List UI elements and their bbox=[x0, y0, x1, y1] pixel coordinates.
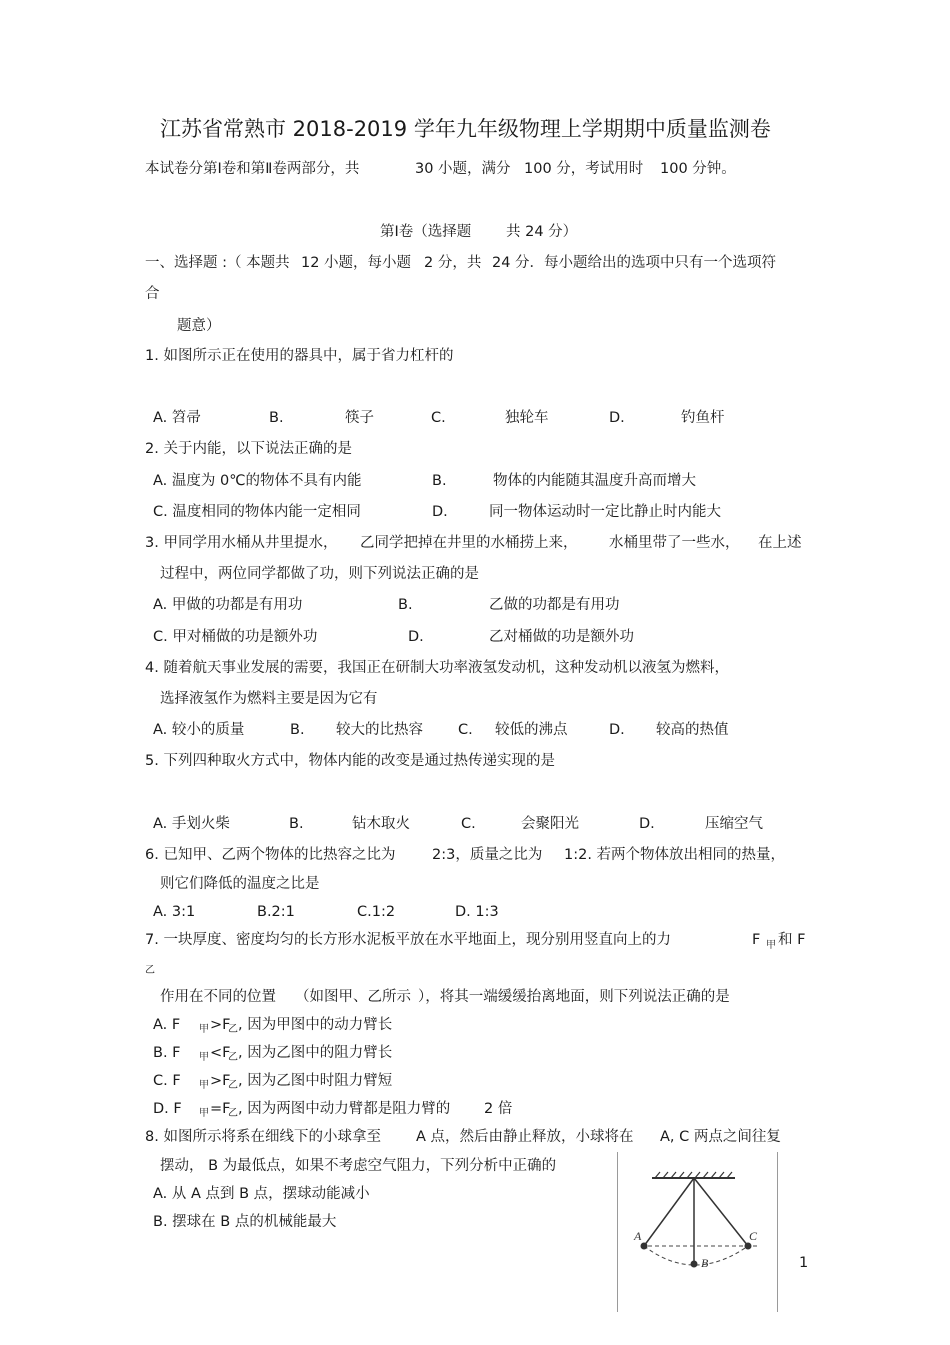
force-label: F bbox=[752, 932, 761, 948]
option-c-text: 会聚阳光 bbox=[521, 816, 579, 832]
option-c: >F bbox=[210, 1073, 231, 1089]
option-d-text: 较高的热值 bbox=[656, 722, 729, 738]
intro-text: 本试卷分第Ⅰ卷和第Ⅱ卷两部分，共 bbox=[145, 161, 360, 177]
option-d-text: 2 倍 bbox=[484, 1101, 513, 1117]
option-subscript: 乙 bbox=[228, 1108, 238, 1119]
option-d-text: 压缩空气 bbox=[705, 816, 763, 832]
question-8-stem: 8. 如图所示将系在细线下的小球拿至 bbox=[145, 1129, 381, 1145]
option-d-text: 钓鱼杆 bbox=[681, 410, 725, 426]
option-d: =F bbox=[210, 1101, 231, 1117]
question-6-stem: 6. 已知甲、乙两个物体的比热容之比为 bbox=[145, 847, 396, 863]
option-subscript: 甲 bbox=[199, 1108, 209, 1119]
question-7-stem: 作用在不同的位置 bbox=[160, 989, 276, 1005]
option-a: A. 从 A 点到 B 点，摆球动能减小 bbox=[153, 1186, 370, 1202]
option-a: A. 手划火柴 bbox=[153, 816, 230, 832]
option-c: C. bbox=[431, 410, 446, 426]
string-to-a bbox=[644, 1178, 694, 1246]
option-d: D. bbox=[639, 816, 655, 832]
option-c: C. 温度相同的物体内能一定相同 bbox=[153, 504, 361, 520]
option-d-text: 乙对桶做的功是额外功 bbox=[489, 629, 634, 645]
option-b-text: 物体的内能随其温度升高而增大 bbox=[493, 473, 696, 489]
force-subscript: 乙 bbox=[145, 965, 155, 976]
option-c: C.1:2 bbox=[357, 904, 396, 920]
option-a: A. 甲做的功都是有用功 bbox=[153, 597, 303, 613]
option-subscript: 甲 bbox=[199, 1052, 209, 1063]
option-a-text: , 因为甲图中的动力臂长 bbox=[238, 1017, 393, 1033]
option-subscript: 乙 bbox=[228, 1024, 238, 1035]
option-b-text: 乙做的功都是有用功 bbox=[489, 597, 620, 613]
option-d: D. bbox=[408, 629, 424, 645]
option-d: D. 1:3 bbox=[455, 904, 499, 920]
section-heading: 共 24 分） bbox=[506, 224, 578, 240]
option-b: B. bbox=[432, 473, 447, 489]
question-1-stem: 1. 如图所示正在使用的器具中，属于省力杠杆的 bbox=[145, 348, 454, 364]
option-subscript: 乙 bbox=[228, 1052, 238, 1063]
option-subscript: 甲 bbox=[199, 1080, 209, 1091]
question-8-stem: A, C 两点之间往复 bbox=[660, 1129, 781, 1145]
option-b: B. 摆球在 B 点的机械能最大 bbox=[153, 1214, 337, 1230]
option-a: A. 笤帚 bbox=[153, 410, 201, 426]
question-7-stem: ），将其一端缓缓抬离地面，则下列说法正确的是 bbox=[418, 989, 730, 1005]
question-7-stem: （如图甲、乙所示 bbox=[295, 989, 411, 1005]
option-b-text: 较大的比热容 bbox=[336, 722, 423, 738]
question-8-stem: A 点，然后由静止释放，小球将在 bbox=[416, 1129, 634, 1145]
option-d: D. F bbox=[153, 1101, 182, 1117]
question-6-stem: 2:3，质量之比为 bbox=[432, 847, 543, 863]
option-b: B.2:1 bbox=[257, 904, 295, 920]
option-b: B. bbox=[289, 816, 304, 832]
question-3-stem: 在上述 bbox=[758, 535, 802, 551]
option-d-text: , 因为两图中动力臂都是阻力臂的 bbox=[238, 1101, 451, 1117]
option-c: C. bbox=[461, 816, 476, 832]
option-c-text: 独轮车 bbox=[505, 410, 549, 426]
intro-text: 100 分，考试用时 bbox=[524, 161, 644, 177]
option-d: D. bbox=[432, 504, 448, 520]
option-c: C. F bbox=[153, 1073, 181, 1089]
force-label: 和 F bbox=[778, 932, 806, 948]
option-c-text: 较低的沸点 bbox=[495, 722, 568, 738]
question-6-stem: 1:2. 若两个物体放出相同的热量， bbox=[564, 847, 786, 863]
ceiling-support bbox=[652, 1172, 735, 1178]
question-3-stem: 3. 甲同学用水桶从井里提水， bbox=[145, 535, 338, 551]
option-c-text: , 因为乙图中时阻力臂短 bbox=[238, 1073, 393, 1089]
question-8-stem: 摆动， B 为最低点，如果不考虑空气阻力，下列分析中正确的 bbox=[160, 1158, 557, 1174]
option-subscript: 乙 bbox=[228, 1080, 238, 1091]
option-c: C. bbox=[458, 722, 473, 738]
instructions: 24 分．每小题给出的选项中只有一个选项符 bbox=[492, 255, 777, 271]
option-b: B. bbox=[290, 722, 305, 738]
question-4-stem: 选择液氢作为燃料主要是因为它有 bbox=[160, 691, 378, 707]
option-b: <F bbox=[210, 1045, 231, 1061]
instructions: 2 分，共 bbox=[424, 255, 482, 271]
option-a: A. 温度为 0℃的物体不具有内能 bbox=[153, 473, 362, 489]
question-3-stem: 过程中，两位同学都做了功，则下列说法正确的是 bbox=[160, 566, 479, 582]
question-3-stem: 乙同学把掉在井里的水桶捞上来， bbox=[360, 535, 578, 551]
option-a: >F bbox=[210, 1017, 231, 1033]
ball-b bbox=[691, 1261, 698, 1268]
option-b: B. F bbox=[153, 1045, 181, 1061]
page-title: 江苏省常熟市 2018-2019 学年九年级物理上学期期中质量监测卷 bbox=[160, 117, 771, 141]
option-d: D. bbox=[609, 410, 625, 426]
ball-a bbox=[641, 1243, 648, 1250]
instructions: 题意） bbox=[177, 318, 221, 334]
intro-text: 100 分钟。 bbox=[660, 161, 736, 177]
option-d-text: 同一物体运动时一定比静止时内能大 bbox=[489, 504, 721, 520]
label-b: B bbox=[701, 1256, 709, 1270]
option-b-text: , 因为乙图中的阻力臂长 bbox=[238, 1045, 393, 1061]
question-5-stem: 5. 下列四种取火方式中，物体内能的改变是通过热传递实现的是 bbox=[145, 753, 555, 769]
option-a: A. 3:1 bbox=[153, 904, 196, 920]
question-3-stem: 水桶里带了一些水， bbox=[609, 535, 740, 551]
label-c: C bbox=[749, 1229, 758, 1243]
instructions: 12 小题，每小题 bbox=[301, 255, 412, 271]
instructions: 合 bbox=[145, 286, 160, 302]
option-d: D. bbox=[609, 722, 625, 738]
option-c: C. 甲对桶做的功是额外功 bbox=[153, 629, 318, 645]
page-number: 1 bbox=[799, 1255, 809, 1271]
option-b-text: 筷子 bbox=[345, 410, 374, 426]
label-a: A bbox=[634, 1229, 642, 1243]
option-subscript: 甲 bbox=[199, 1024, 209, 1035]
question-4-stem: 4. 随着航天事业发展的需要，我国正在研制大功率液氢发动机，这种发动机以液氢为燃料， bbox=[145, 660, 729, 676]
option-b: B. bbox=[398, 597, 413, 613]
force-subscript: 甲 bbox=[766, 940, 776, 951]
option-b-text: 钻木取火 bbox=[352, 816, 410, 832]
pendulum-figure bbox=[617, 1152, 779, 1312]
option-b: B. bbox=[269, 410, 284, 426]
option-a: A. 较小的质量 bbox=[153, 722, 245, 738]
intro-text: 30 小题，满分 bbox=[415, 161, 511, 177]
section-heading: 第Ⅰ卷（选择题 bbox=[380, 224, 472, 240]
option-a: A. F bbox=[153, 1017, 181, 1033]
ball-c bbox=[745, 1243, 752, 1250]
string-to-c bbox=[694, 1178, 748, 1246]
pendulum-diagram bbox=[617, 1152, 779, 1312]
question-2-stem: 2. 关于内能，以下说法正确的是 bbox=[145, 441, 352, 457]
question-7-stem: 7. 一块厚度、密度均匀的长方形水泥板平放在水平地面上，现分别用竖直向上的力 bbox=[145, 932, 671, 948]
instructions: 一、选择题 :（ 本题共 bbox=[145, 255, 290, 271]
question-6-stem: 则它们降低的温度之比是 bbox=[160, 876, 320, 892]
